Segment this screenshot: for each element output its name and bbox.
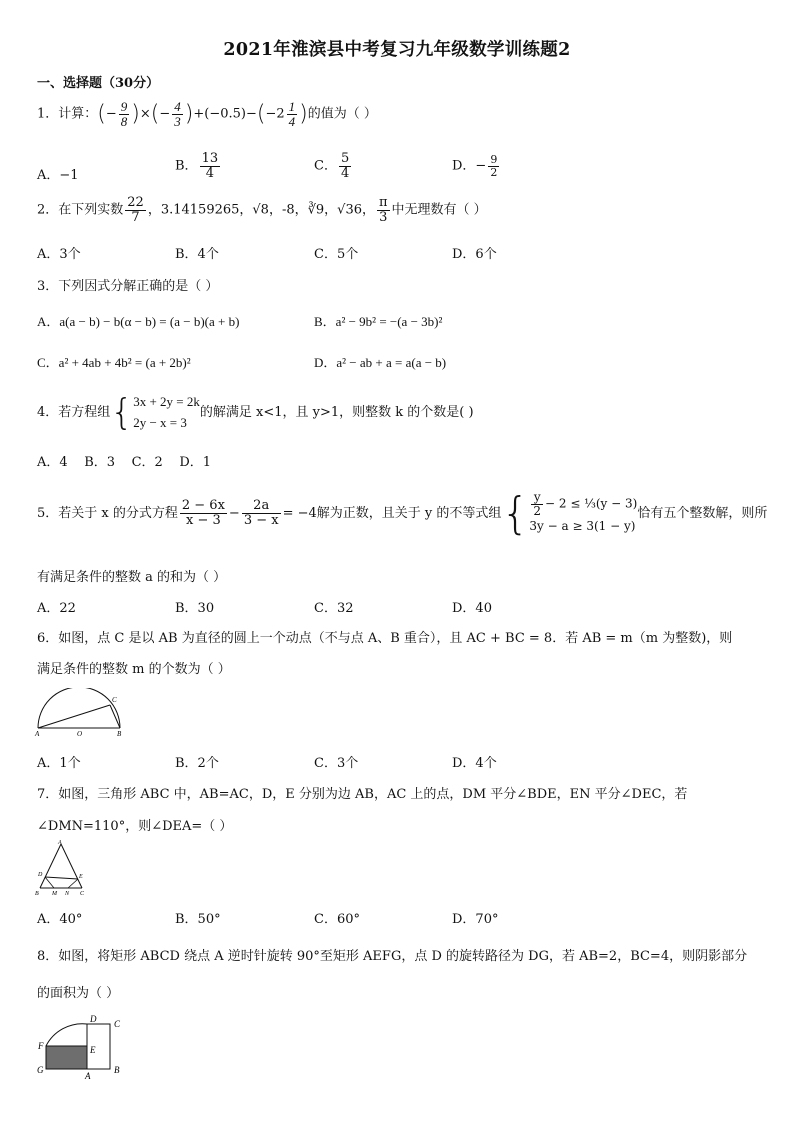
q7-label-e: E — [79, 874, 83, 880]
q6-semicircle-figure — [30, 688, 130, 738]
q1-option-d[interactable]: D．− $\frac{9}{2}$ — [452, 153, 498, 179]
q4-option-b[interactable]: B．3 — [84, 455, 116, 470]
q6-option-d[interactable]: D．4个 — [452, 756, 497, 771]
q3-option-d[interactable]: D．a² − ab + a = a(a − b) — [314, 355, 447, 370]
q3-option-b[interactable]: B．a² − 9b² = −(a − 3b)² — [314, 314, 443, 329]
q8-label-d: D — [90, 1014, 97, 1024]
q8-label-f: F — [38, 1041, 44, 1051]
q6-label-a: A — [35, 730, 40, 738]
q1-suffix: 的值为（ ） — [307, 106, 377, 122]
question-2-stem: 2．在下列实数 $\frac{22}{7}$ ，3.14159265，√8，-8，∛9，√36， $\frac{\pi}{3}$ 中无理数有（ ） — [37, 195, 487, 225]
q8-label-c: C — [114, 1019, 121, 1029]
question-6-line1: 6．如图，点 C 是以 AB 为直径的圆上一个动点（不与点 A、B 重合），且 AC + BC = 8．若 AB = m（m 为整数)，则 — [37, 631, 733, 646]
question-4-stem: 4．若方程组{3x + 2y = 2k 2y − x = 3的解满足 x<1，且 y>1，则整数 k 的个数是( ) — [37, 392, 474, 433]
question-8-line1: 8．如图，将矩形 ABCD 绕点 A 逆时针旋转 90°至矩形 AEFG，点 D 的旋转路径为 DG，若 AB=2，BC=4，则阴影部分 — [37, 949, 748, 964]
question-3-stem: 3．下列因式分解正确的是（ ） — [37, 279, 219, 294]
q7-label-b: B — [35, 891, 39, 897]
question-1-stem: 1．计算：(− $\frac{9}{8}$ )×(− $\frac{4}{3}$ )+(−0.5)−(−2 $\frac{1}{4}$ )的值为（ ） — [37, 99, 377, 129]
q6-option-b[interactable]: B．2个 — [175, 756, 219, 771]
q2-option-d[interactable]: D．6个 — [452, 247, 497, 262]
q8-label-a: A — [85, 1071, 91, 1081]
section-heading: 一、选择题（30分） — [37, 76, 160, 91]
q2-option-b[interactable]: B．4个 — [175, 247, 219, 262]
q8-rectangle-figure — [32, 1012, 132, 1082]
question-8-line2: 的面积为（ ） — [37, 986, 120, 1001]
q6-label-b: B — [117, 730, 122, 738]
q6-label-o: O — [77, 730, 83, 738]
q7-label-m: M — [52, 891, 57, 897]
q5-option-c[interactable]: C．32 — [314, 601, 354, 616]
q8-label-g: G — [37, 1065, 44, 1075]
q7-option-c[interactable]: C．60° — [314, 912, 360, 927]
q3-option-a[interactable]: A．a(a − b) − b(α − b) = (a − b)(a + b) — [37, 314, 240, 329]
q4-option-c[interactable]: C．2 — [131, 455, 163, 470]
q8-shaded-region — [46, 1046, 87, 1069]
q7-label-d: D — [38, 872, 43, 878]
q6-label-c: C — [112, 696, 117, 704]
q7-option-a[interactable]: A．40° — [37, 912, 83, 927]
q2-option-a[interactable]: A．3个 — [37, 247, 81, 262]
q1-prefix: 1．计算： — [37, 106, 98, 122]
question-6-line2: 满足条件的整数 m 的个数为（ ） — [37, 662, 231, 677]
q5-option-d[interactable]: D．40 — [452, 601, 492, 616]
q2-option-c[interactable]: C．5个 — [314, 247, 359, 262]
question-5-stem: 5．若关于 x 的分式方程 $\frac{2 - 6x}{x - 3}$ − $\frac{2a}{3 - x}$ = −4解为正数，且关于 y 的不等式组{ $\frac{y}{2}$ − 2 ≤ ⅓(y − 3) 3y − a ≥ 3(1 − y)恰有五个整数解，则所 — [37, 488, 768, 539]
q3-option-c[interactable]: C．a² + 4ab + 4b² = (a + 2b)² — [37, 355, 191, 370]
question-7-line2: ∠DMN=110°，则∠DEA=（ ） — [37, 819, 233, 834]
q4-option-d[interactable]: D．1 — [179, 455, 212, 470]
q8-label-e: E — [90, 1045, 96, 1055]
q4-options — [37, 451, 211, 470]
q7-option-b[interactable]: B．50° — [175, 912, 221, 927]
q1-option-b[interactable]: B． $\frac{13}{4}$ — [175, 151, 219, 181]
q7-label-c: C — [80, 891, 85, 897]
q1-option-a[interactable]: A．−1 — [37, 168, 79, 183]
q8-label-b: B — [114, 1065, 120, 1075]
q7-label-a: A — [58, 840, 62, 846]
q7-option-d[interactable]: D．70° — [452, 912, 499, 927]
q5-option-b[interactable]: B．30 — [175, 601, 215, 616]
q1-option-c[interactable]: C． $\frac{5}{4}$ — [314, 151, 350, 181]
q5-option-a[interactable]: A．22 — [37, 601, 76, 616]
question-7-line1: 7．如图，三角形 ABC 中，AB=AC，D，E 分别为边 AB，AC 上的点，DM 平分∠BDE，EN 平分∠DEC，若 — [37, 787, 688, 802]
q6-option-a[interactable]: A．1个 — [37, 756, 81, 771]
page-title: 2021年淮滨县中考复习九年级数学训练题2 — [223, 40, 571, 60]
q4-option-a[interactable]: A．4 — [37, 455, 68, 470]
q7-label-n: N — [65, 891, 70, 897]
q7-triangle-figure — [32, 838, 92, 900]
question-5-line2: 有满足条件的整数 a 的和为（ ） — [37, 570, 227, 585]
q6-option-c[interactable]: C．3个 — [314, 756, 359, 771]
